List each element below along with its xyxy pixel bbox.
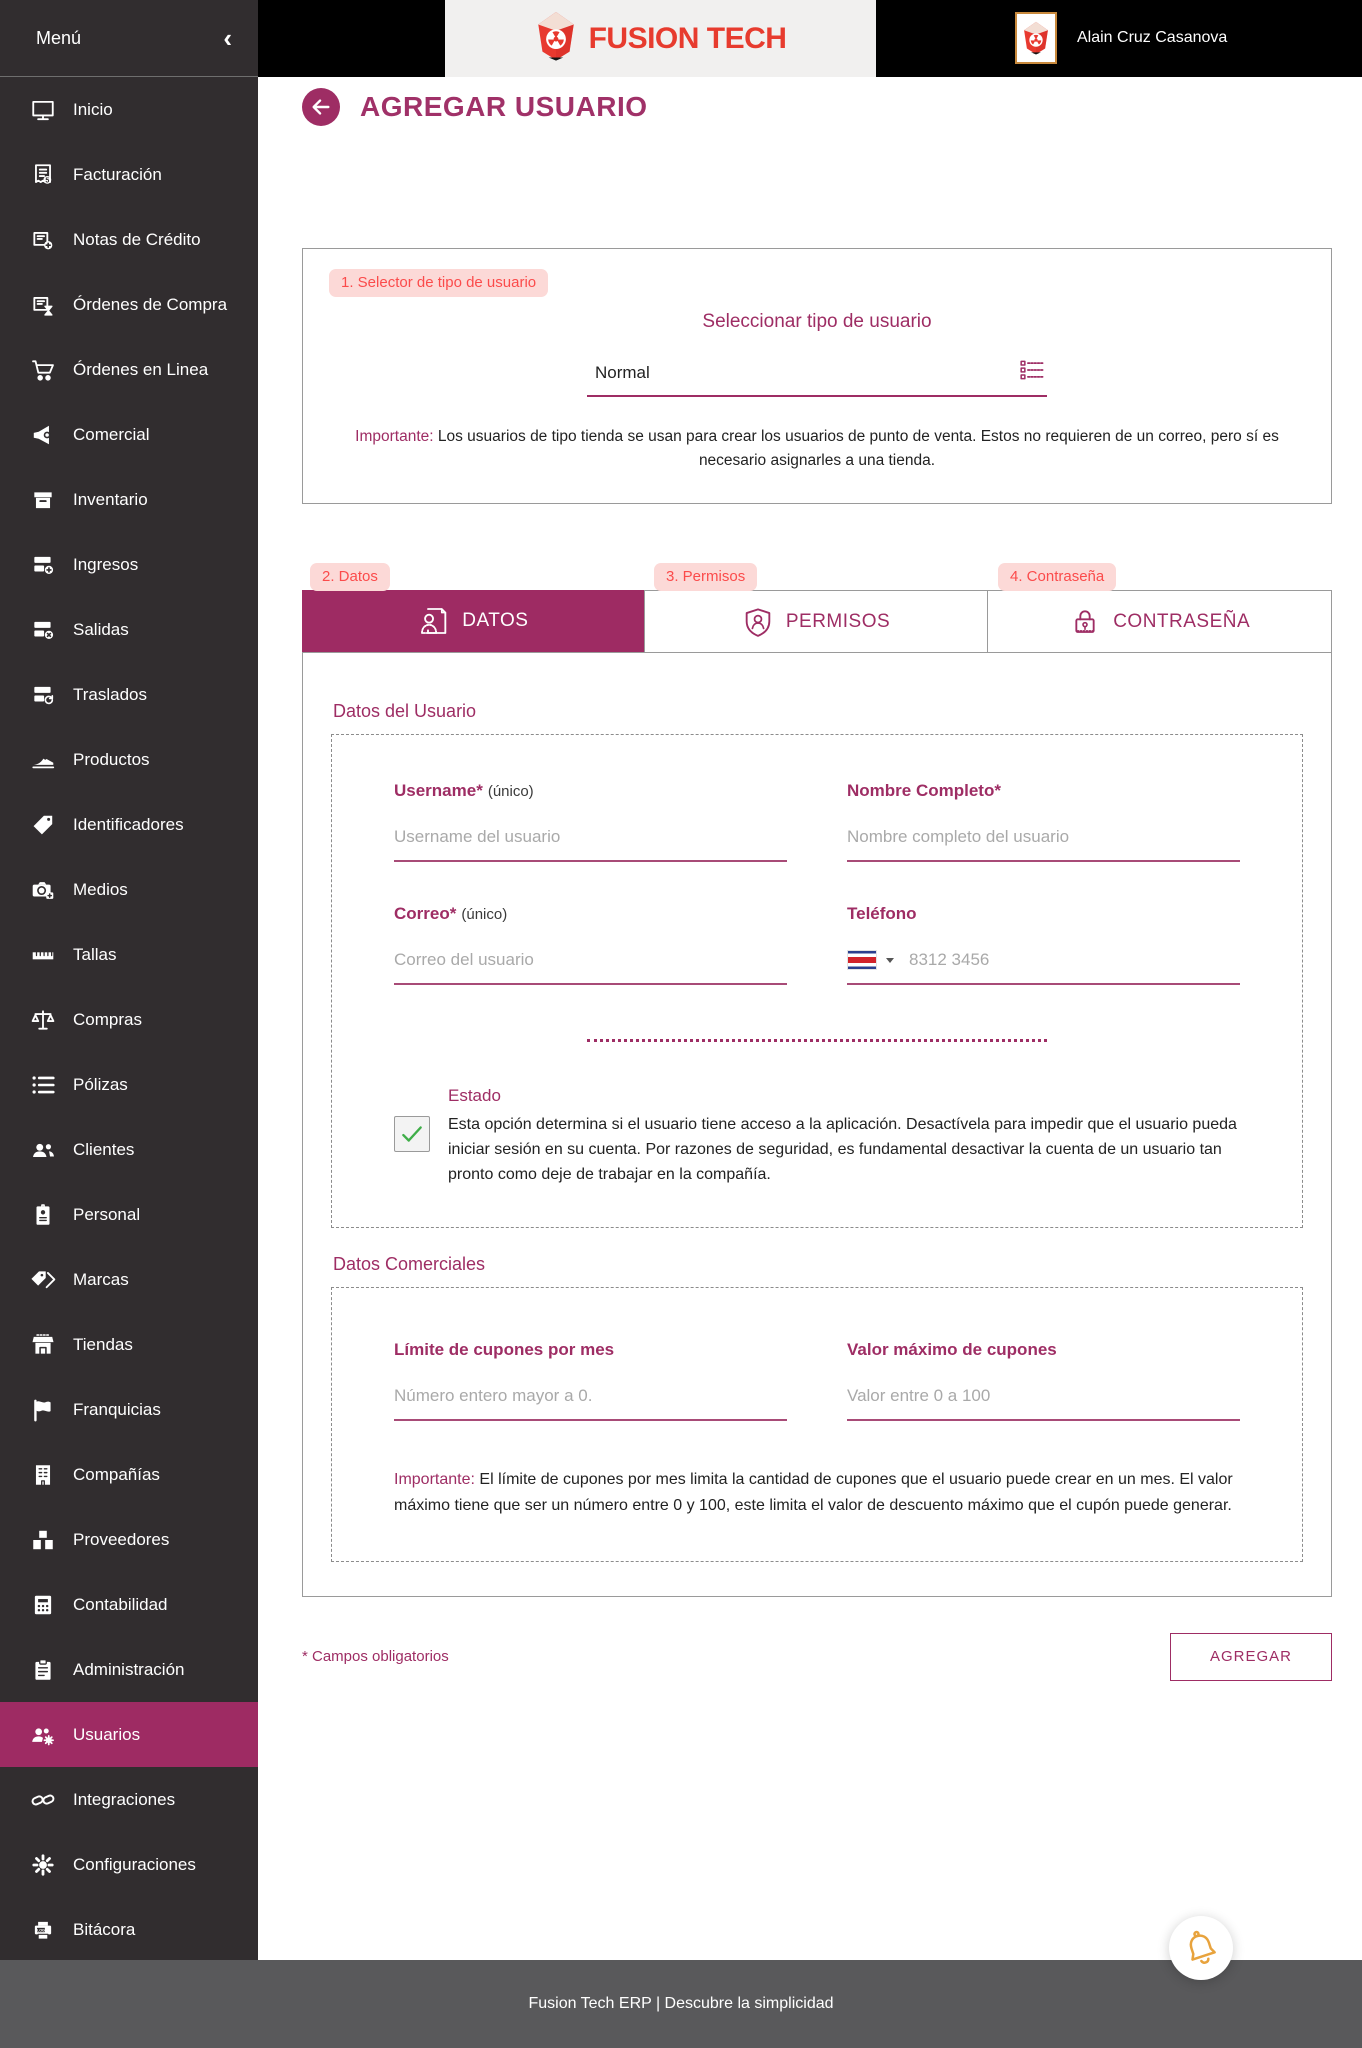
commercial-fields-grid xyxy=(394,1340,1240,1421)
stock-out-icon xyxy=(30,617,56,643)
sidebar-item-configuraciones[interactable]: Configuraciones xyxy=(0,1832,258,1897)
calculator-icon xyxy=(30,1592,56,1618)
building-icon xyxy=(30,1462,56,1488)
transfer-icon xyxy=(30,682,56,708)
notifications-button[interactable] xyxy=(1169,1916,1233,1980)
user-name: Alain Cruz Casanova xyxy=(1077,29,1228,46)
estado-description: Esta opción determina si el usuario tiene acceso a la aplicación. Desactívela para impedir que el usuario pueda iniciar sesión en su cuenta. Por razones de seguridad, es fundamental desactivar la cuenta de un usuario tan pronto como deje de trabajar en la compañía. xyxy=(448,1116,1237,1183)
estado-checkbox[interactable] xyxy=(394,1116,430,1152)
check-icon xyxy=(399,1121,425,1147)
brand-panel xyxy=(445,0,876,77)
sidebar-item-ordenes-en-linea[interactable]: Órdenes en Linea xyxy=(0,337,258,402)
sidebar-item-productos[interactable]: Productos xyxy=(0,727,258,792)
sidebar-item-integraciones[interactable]: Integraciones xyxy=(0,1767,258,1832)
agregar-button[interactable]: AGREGAR xyxy=(1170,1633,1332,1681)
commercial-data-box xyxy=(331,1287,1303,1561)
costa-rica-flag-icon[interactable] xyxy=(847,950,877,970)
sidebar-item-bitacora[interactable]: LOG Bitácora xyxy=(0,1897,258,1962)
blocks-icon xyxy=(30,1527,56,1553)
section-datos-comerciales: Datos Comerciales xyxy=(333,1254,486,1275)
monitor-icon xyxy=(30,97,56,123)
sidebar-item-ingresos[interactable]: Ingresos xyxy=(0,532,258,597)
sidebar-item-ordenes-de-compra[interactable]: Órdenes de Compra xyxy=(0,272,258,337)
sidebar-item-comercial[interactable]: Comercial xyxy=(0,402,258,467)
svg-text:LOG: LOG xyxy=(36,1927,45,1932)
ruler-icon xyxy=(30,942,56,968)
annotation-datos: 2. Datos xyxy=(310,563,390,591)
back-arrow-icon xyxy=(310,96,332,118)
sidebar-item-personal[interactable]: Personal xyxy=(0,1182,258,1247)
sidebar-item-tiendas[interactable]: Tiendas xyxy=(0,1312,258,1377)
section-datos-del-usuario: Datos del Usuario xyxy=(333,701,477,722)
list-select-icon xyxy=(1019,357,1045,383)
sidebar-item-usuarios[interactable]: Usuarios xyxy=(0,1702,258,1767)
scale-icon xyxy=(30,1007,56,1033)
clipboard-icon xyxy=(30,1657,56,1683)
list-icon xyxy=(30,1072,56,1098)
padlock-icon xyxy=(1069,606,1101,638)
tab-bar xyxy=(302,590,1332,652)
user-type-title: Seleccionar tipo de usuario xyxy=(702,311,932,332)
sidebar-item-administracion[interactable]: Administración xyxy=(0,1637,258,1702)
camera-icon xyxy=(30,877,56,903)
app-footer xyxy=(0,1960,1362,2048)
tab-datos[interactable]: DATOS xyxy=(302,590,645,652)
full-name-input[interactable] xyxy=(847,827,1240,847)
field-nombre-completo: Nombre Completo* Nombre completo del usuario xyxy=(847,781,1240,862)
sidebar-item-traslados[interactable]: Traslados xyxy=(0,662,258,727)
flag-dropdown-caret-icon[interactable] xyxy=(886,958,894,963)
tags-icon xyxy=(30,1267,56,1293)
users-gear-icon xyxy=(30,1722,56,1748)
sidebar-item-tallas[interactable]: Tallas xyxy=(0,922,258,987)
credit-note-icon xyxy=(30,227,56,253)
user-fields-grid xyxy=(394,781,1240,985)
commercial-note: Importante: El límite de cupones por mes limita la cantidad de cupones que el usuario puede crear en un mes. El valor máximo tiene que ser un número entre 0 y 100, este limita el valor de descuento máximo que el cupón puede generar. xyxy=(394,1471,1233,1515)
annotation-contrasena: 4. Contraseña xyxy=(998,563,1116,591)
sidebar xyxy=(0,0,258,1960)
avatar xyxy=(1015,12,1057,64)
required-fields-note: * Campos obligatorios xyxy=(302,1648,449,1666)
log-icon xyxy=(30,1917,56,1943)
users-icon xyxy=(30,1137,56,1163)
back-button[interactable] xyxy=(302,88,340,126)
footer-text: Fusion Tech ERP | Descubre la simplicidad xyxy=(528,1995,834,2012)
id-badge-icon xyxy=(30,1202,56,1228)
top-header xyxy=(258,0,1362,77)
tab-contrasena[interactable]: CONTRASEÑA xyxy=(987,590,1332,652)
gem-logo-icon xyxy=(535,11,577,66)
sidebar-item-notas-de-credito[interactable]: Notas de Crédito xyxy=(0,207,258,272)
coupon-limit-input[interactable] xyxy=(394,1386,787,1406)
user-type-selected-value: Normal xyxy=(595,363,650,382)
sidebar-item-identificadores[interactable]: Identificadores xyxy=(0,792,258,857)
user-data-box xyxy=(331,734,1303,1228)
user-type-card xyxy=(302,248,1332,504)
sidebar-item-proveedores[interactable]: Proveedores xyxy=(0,1507,258,1572)
annotation-selector: 1. Selector de tipo de usuario xyxy=(329,269,548,297)
form-actions xyxy=(302,1633,1332,1681)
tab-permisos[interactable]: PERMISOS xyxy=(644,590,989,652)
shield-user-icon xyxy=(742,606,774,638)
link-icon xyxy=(30,1787,56,1813)
tag-icon xyxy=(30,812,56,838)
sneaker-icon xyxy=(30,747,56,773)
field-valor-maximo: Valor máximo de cupones Valor entre 0 a 100 xyxy=(847,1340,1240,1421)
megaphone-icon xyxy=(30,422,56,448)
user-type-select[interactable] xyxy=(587,357,1047,397)
page-title: AGREGAR USUARIO xyxy=(360,91,648,122)
estado-block xyxy=(394,1086,1240,1187)
page-title-row xyxy=(302,88,1362,126)
field-telefono: Teléfono 8312 3456 xyxy=(847,904,1240,985)
sidebar-item-companias[interactable]: Compañías xyxy=(0,1442,258,1507)
sidebar-item-franquicias[interactable]: Franquicias xyxy=(0,1377,258,1442)
user-document-icon xyxy=(418,605,450,637)
sidebar-item-marcas[interactable]: Marcas xyxy=(0,1247,258,1312)
sidebar-item-facturacion[interactable]: 5 Facturación xyxy=(0,142,258,207)
user-menu[interactable] xyxy=(1015,12,1227,64)
sidebar-nav xyxy=(0,77,258,1962)
sidebar-item-polizas[interactable]: Pólizas xyxy=(0,1052,258,1117)
field-limite-cupones: Límite de cupones por mes Número entero mayor a 0. xyxy=(394,1340,787,1421)
main-content xyxy=(258,77,1362,1960)
email-input[interactable] xyxy=(394,950,787,970)
dotted-divider xyxy=(587,1039,1047,1042)
archive-icon xyxy=(30,487,56,513)
flag-icon xyxy=(30,1397,56,1423)
estado-text xyxy=(448,1086,1240,1187)
sidebar-item-compras[interactable]: Compras xyxy=(0,987,258,1052)
sidebar-item-contabilidad[interactable]: Contabilidad xyxy=(0,1572,258,1637)
cart-icon xyxy=(30,357,56,383)
sidebar-item-medios[interactable]: Medios xyxy=(0,857,258,922)
chevron-left-icon[interactable]: ‹ xyxy=(223,23,232,53)
sidebar-item-inventario[interactable]: Inventario xyxy=(0,467,258,532)
username-input[interactable] xyxy=(394,827,787,847)
phone-input[interactable] xyxy=(909,950,1240,970)
coupon-max-value-input[interactable] xyxy=(847,1386,1240,1406)
user-type-note: Importante: Los usuarios de tipo tienda se usan para crear los usuarios de punto de venta. Estos no requieren de un correo, pero sí es necesario asignarles a una tienda. xyxy=(355,428,1279,470)
purchase-order-icon xyxy=(30,292,56,318)
stock-in-icon xyxy=(30,552,56,578)
content-column xyxy=(258,0,1362,1960)
field-correo: Correo* (único) Correo del usuario xyxy=(394,904,787,985)
svg-text:5: 5 xyxy=(45,176,50,184)
sidebar-header xyxy=(0,0,258,77)
brand-name: FUSION TECH xyxy=(588,21,787,55)
bell-icon xyxy=(1176,1923,1226,1973)
annotation-permisos: 3. Permisos xyxy=(654,563,757,591)
sidebar-item-salidas[interactable]: Salidas xyxy=(0,597,258,662)
store-icon xyxy=(30,1332,56,1358)
invoice-icon xyxy=(30,162,56,188)
sidebar-title: Menú xyxy=(36,27,82,48)
gear-icon xyxy=(30,1852,56,1878)
sidebar-item-clientes[interactable]: Clientes xyxy=(0,1117,258,1182)
tabs-section xyxy=(302,568,1332,1597)
field-username: Username* (único) Username del usuario xyxy=(394,781,787,862)
user-form-card xyxy=(302,652,1332,1597)
estado-title: Estado xyxy=(448,1086,501,1106)
sidebar-item-inicio[interactable]: Inicio xyxy=(0,77,258,142)
